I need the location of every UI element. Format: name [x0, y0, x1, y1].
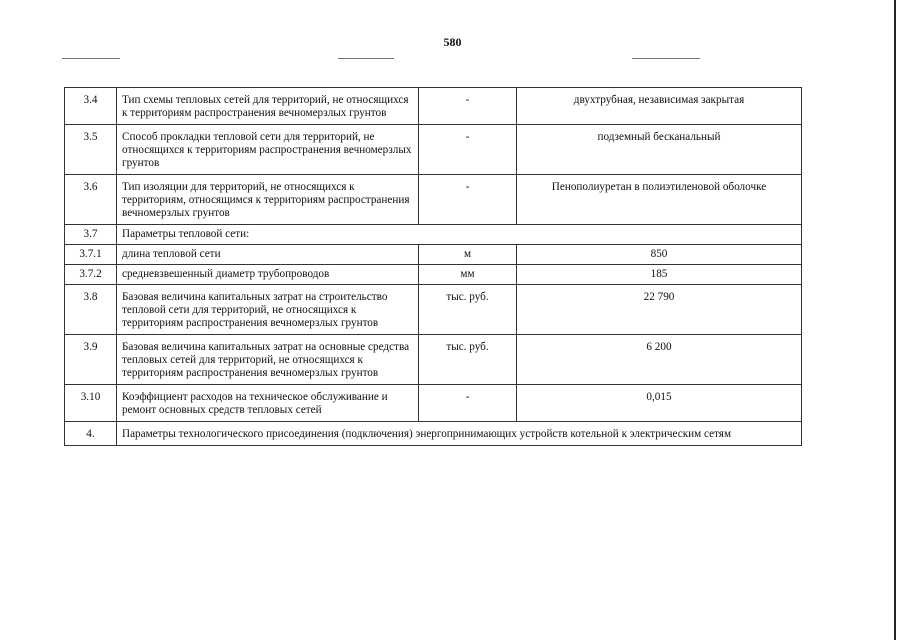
- header-rule-center: [338, 58, 394, 59]
- page-number: 580: [443, 35, 462, 49]
- row-number: 3.10: [65, 385, 117, 422]
- row-number: 3.7.2: [65, 265, 117, 285]
- row-description: Тип изоляции для территорий, не относящихся к территориям, относящимся к территориям распространения вечномерзлых грунтов: [117, 175, 419, 225]
- scan-right-edge: [894, 0, 896, 640]
- row-number: 3.7: [65, 225, 117, 245]
- table-row: [65, 422, 802, 446]
- row-value: 850: [517, 245, 802, 265]
- row-value: 0,015: [517, 385, 802, 422]
- row-number: 4.: [65, 422, 117, 446]
- row-description: Способ прокладки тепловой сети для территорий, не относящихся к территориям распространения вечномерзлых грунтов: [117, 125, 419, 175]
- row-number: 3.4: [65, 88, 117, 125]
- row-number: 3.8: [65, 285, 117, 335]
- table-row: [65, 265, 802, 285]
- table-row: [65, 335, 802, 385]
- row-number: 3.6: [65, 175, 117, 225]
- section-heading: Параметры тепловой сети:: [117, 225, 802, 245]
- row-value: 185: [517, 265, 802, 285]
- table-row: [65, 285, 802, 335]
- row-unit: м: [419, 245, 517, 265]
- row-value: 22 790: [517, 285, 802, 335]
- row-description: длина тепловой сети: [117, 245, 419, 265]
- parameters-table: [64, 87, 802, 446]
- row-number: 3.5: [65, 125, 117, 175]
- row-description: Базовая величина капитальных затрат на основные средства тепловых сетей для территорий, не относящихся к территориям распространения вечномерзлых грунтов: [117, 335, 419, 385]
- row-description: Базовая величина капитальных затрат на строительство тепловой сети для территорий, не относящихся к территориям распространения вечномерзлых грунтов: [117, 285, 419, 335]
- row-description: Коэффициент расходов на техническое обслуживание и ремонт основных средств тепловых сетей: [117, 385, 419, 422]
- row-unit: тыс. руб.: [419, 285, 517, 335]
- table-row: [65, 245, 802, 265]
- header-rule-left: [62, 58, 120, 59]
- row-description: Тип схемы тепловых сетей для территорий, не относящихся к территориям распространения вечномерзлых грунтов: [117, 88, 419, 125]
- section-heading: Параметры технологического присоединения (подключения) энергопринимающих устройств котельной к электрическим сетям: [117, 422, 802, 446]
- row-unit: тыс. руб.: [419, 335, 517, 385]
- table-row: [65, 385, 802, 422]
- row-unit: мм: [419, 265, 517, 285]
- table-row: [65, 88, 802, 125]
- row-number: 3.7.1: [65, 245, 117, 265]
- row-unit: -: [419, 88, 517, 125]
- row-value: Пенополиуретан в полиэтиленовой оболочке: [517, 175, 802, 225]
- row-unit: -: [419, 385, 517, 422]
- row-value: подземный бесканальный: [517, 125, 802, 175]
- table-row: [65, 175, 802, 225]
- row-unit: -: [419, 125, 517, 175]
- row-value: двухтрубная, независимая закрытая: [517, 88, 802, 125]
- row-unit: -: [419, 175, 517, 225]
- table-row: [65, 225, 802, 245]
- row-number: 3.9: [65, 335, 117, 385]
- row-description: средневзвешенный диаметр трубопроводов: [117, 265, 419, 285]
- header-rule-right: [632, 58, 700, 59]
- table-row: [65, 125, 802, 175]
- row-value: 6 200: [517, 335, 802, 385]
